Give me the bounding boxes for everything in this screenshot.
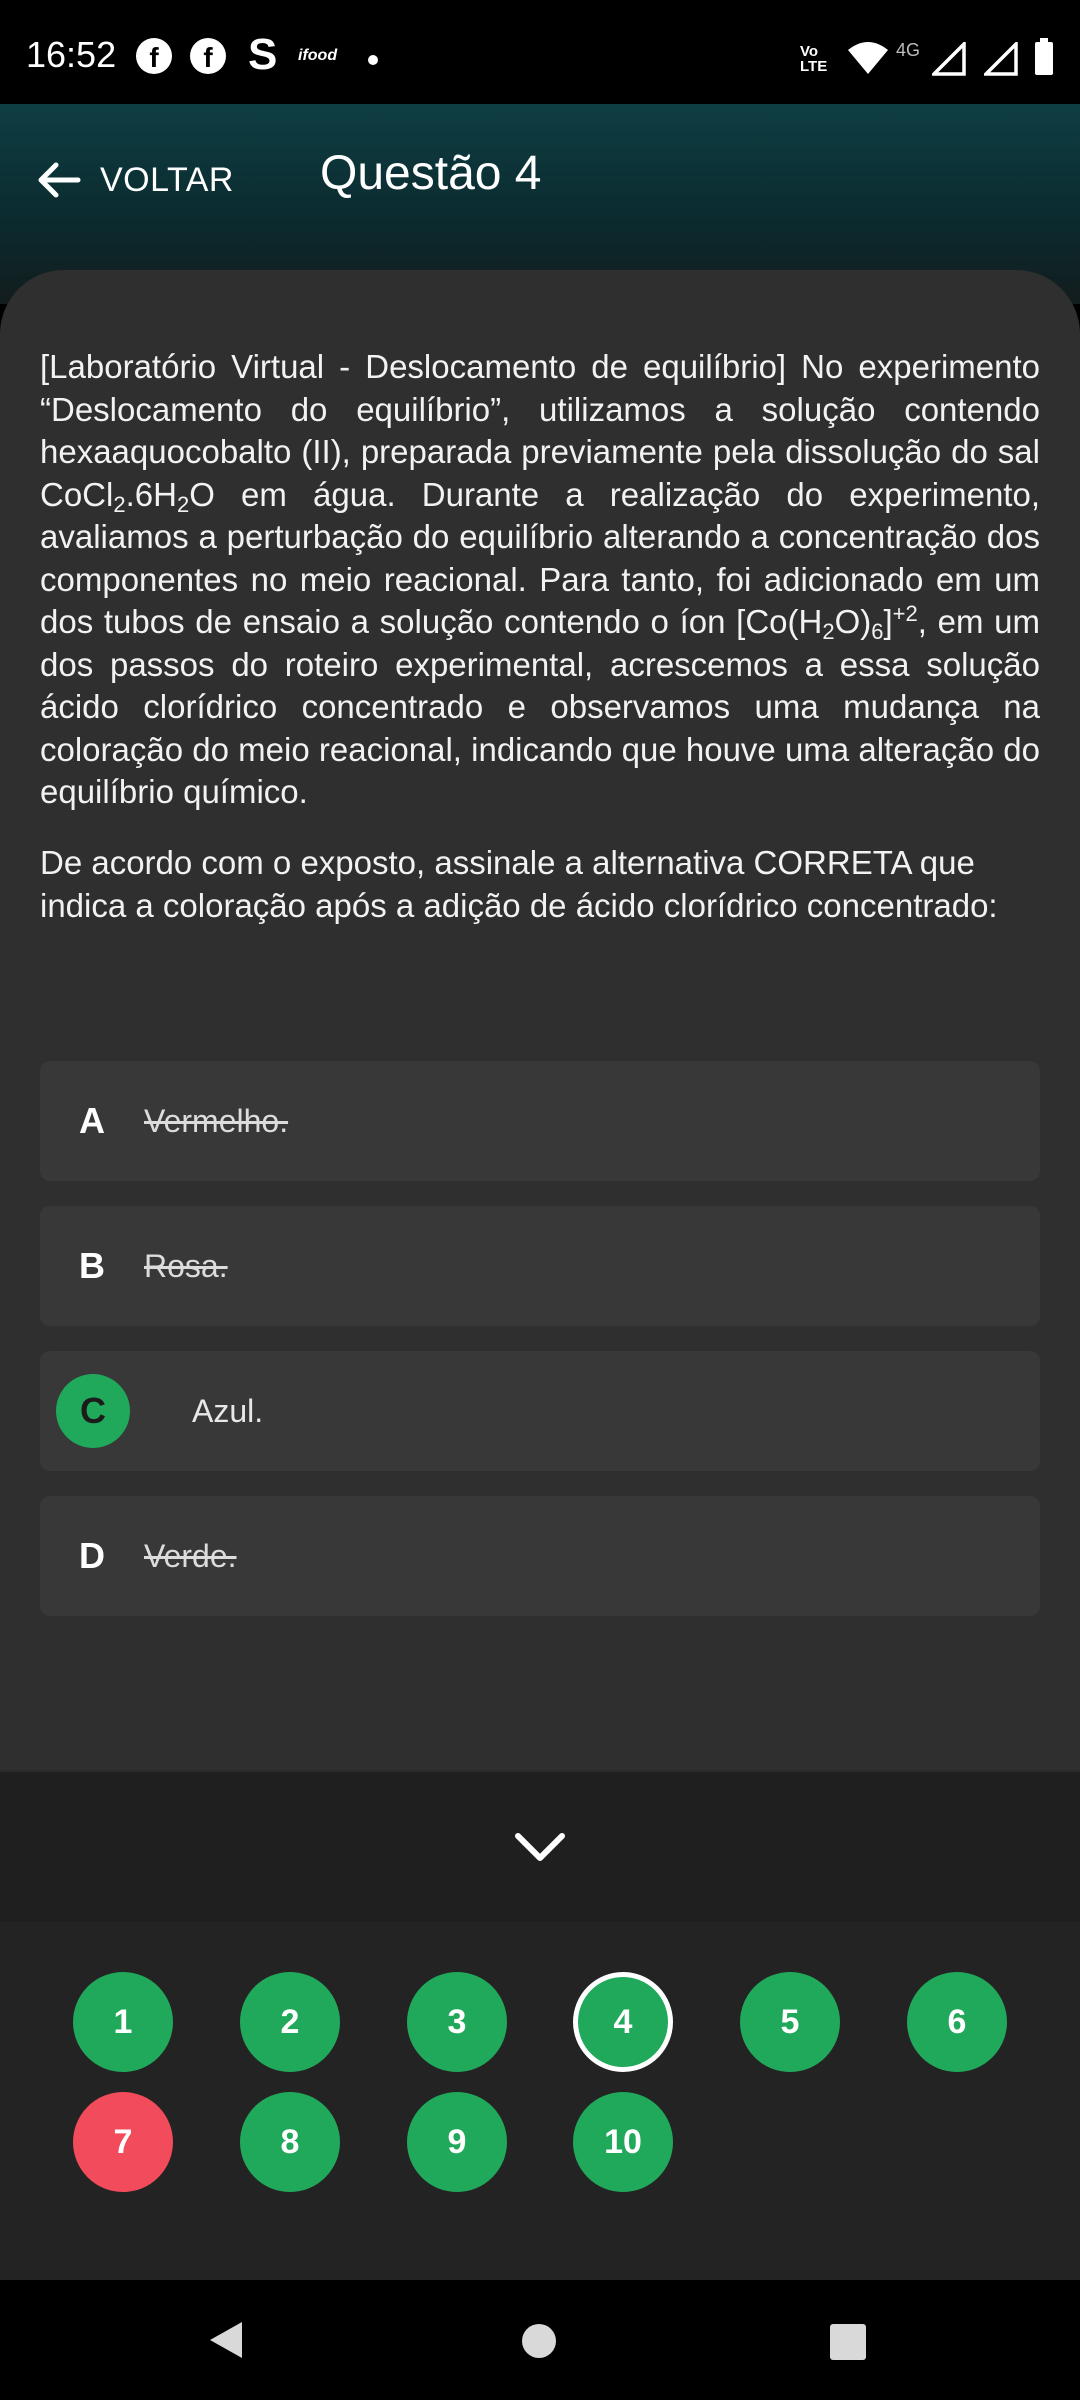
dot-icon xyxy=(368,55,378,65)
wifi-icon xyxy=(846,40,890,76)
question-prompt: De acordo com o exposto, assinale a alternativa CORRETA que indica a coloração após a adição de ácido clorídrico concentrado: xyxy=(40,844,998,924)
option-letter: A xyxy=(79,1100,105,1141)
network-type-label: 4G xyxy=(896,40,921,60)
option-letter: B xyxy=(79,1245,105,1286)
question-number-6[interactable]: 6 xyxy=(907,1972,1007,2072)
nav-home-icon[interactable] xyxy=(520,2322,558,2360)
signal-icon xyxy=(932,42,966,76)
option-letter: D xyxy=(79,1535,105,1576)
arrow-left-icon xyxy=(36,160,82,200)
question-navigator xyxy=(0,1770,1080,2280)
question-number-5[interactable]: 5 xyxy=(740,1972,840,2072)
back-label: VOLTAR xyxy=(100,160,234,199)
navigator-toggle-bar[interactable] xyxy=(0,1770,1080,1922)
question-number-2[interactable]: 2 xyxy=(240,1972,340,2072)
question-number-10[interactable]: 10 xyxy=(573,2092,673,2192)
option-letter-selected: C xyxy=(56,1374,130,1448)
question-number-9[interactable]: 9 xyxy=(407,2092,507,2192)
option-text: Vermelho. xyxy=(144,1102,289,1139)
option-text: Azul. xyxy=(192,1392,264,1429)
chevron-down-icon[interactable] xyxy=(510,1822,570,1872)
ifood-icon: ifood xyxy=(298,47,338,64)
volte-icon: Vo LTE xyxy=(800,43,828,75)
option-text: Rosa. xyxy=(144,1247,228,1284)
option-a[interactable] xyxy=(40,1061,1040,1181)
question-number-1[interactable]: 1 xyxy=(73,1972,173,2072)
question-number-3[interactable]: 3 xyxy=(407,1972,507,2072)
page-title: Questão 4 xyxy=(320,147,542,200)
system-nav-bar xyxy=(0,2280,1080,2400)
question-text: [Laboratório Virtual - Deslocamento de equilíbrio] No experimento “Deslocamento do equilíbrio”, utilizamos a solução contendo hexaaquocobalto (II), preparada previamente pela dissolução do sal $CoCl_2.6H_2O$ em água. Durante a realização do experimento, avaliamos a perturbação do equilíbrio alterando a concentração dos componentes no meio reacional. Para tanto, foi adicionado em um dos tubos de ensaio a solução contendo o íon $[Co(H_2O)_6]^{+2}$, em um dos passos do roteiro experimental, acrescemos a essa solução ácido clorídrico concentrado e observamos uma mudança na coloração do meio reacional, indicando que houve uma alteração do equilíbrio químico. xyxy=(40,348,1040,810)
status-bar xyxy=(0,0,1080,104)
facebook-icon: f xyxy=(190,38,226,74)
nav-recents-icon[interactable] xyxy=(828,2322,868,2362)
option-d[interactable] xyxy=(40,1496,1040,1616)
battery-icon xyxy=(1034,38,1054,76)
option-c[interactable] xyxy=(40,1351,1040,1471)
s-icon: S xyxy=(248,30,278,79)
option-text: Verde. xyxy=(144,1537,237,1574)
back-button[interactable] xyxy=(36,152,234,208)
question-number-7[interactable]: 7 xyxy=(73,2092,173,2192)
nav-back-icon[interactable] xyxy=(204,2318,248,2362)
signal-icon xyxy=(984,42,1018,76)
option-b[interactable] xyxy=(40,1206,1040,1326)
question-number-8[interactable]: 8 xyxy=(240,2092,340,2192)
facebook-icon: f xyxy=(136,38,172,74)
status-time: 16:52 xyxy=(26,34,117,75)
question-card xyxy=(0,270,1080,1770)
question-number-4[interactable]: 4 xyxy=(573,1972,673,2072)
